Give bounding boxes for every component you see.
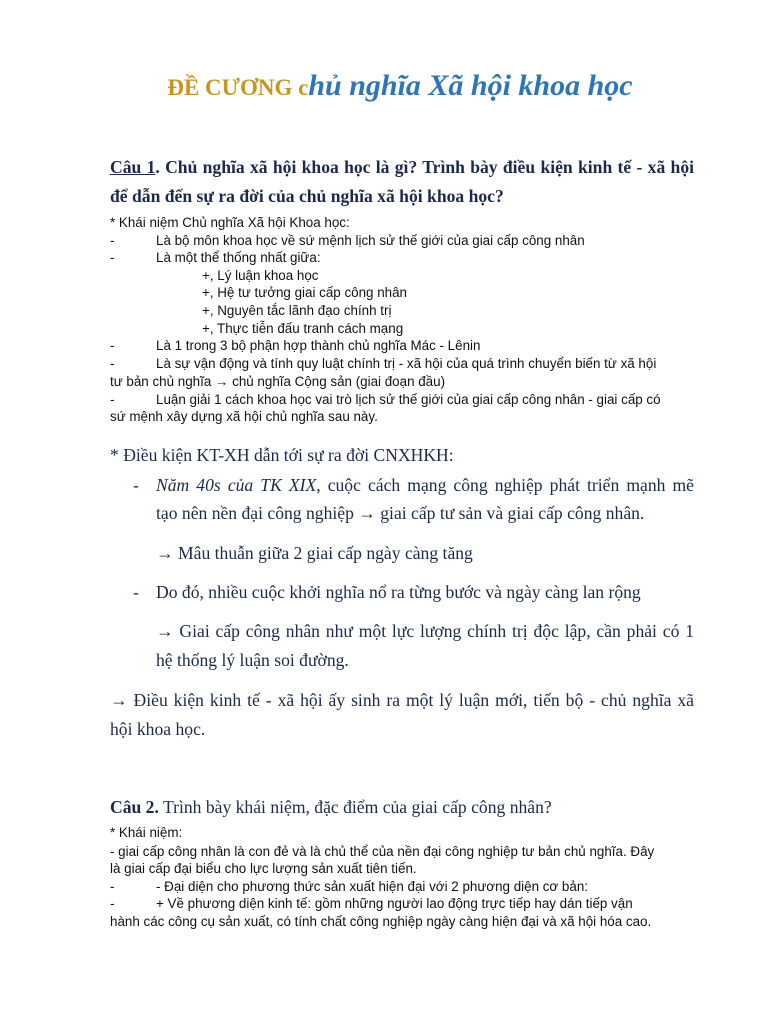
condition-b-line-3: hệ thống lý luận soi đường. [156,650,349,670]
bullet-dash: - [110,250,115,265]
list-item: Là bộ môn khoa học về sứ mệnh lịch sử thế giới của giai cấp công nhân [156,233,585,248]
conclusion-line-1: → Điều kiện kinh tế - xã hội ấy sinh ra một lý luận mới, tiến bộ - chủ nghĩa xã [110,690,694,710]
condition-b-line-1: Do đó, nhiều cuộc khởi nghĩa nổ ra từng bước và ngày càng lan rộng [156,582,641,602]
condition-a-line-1 [156,473,694,497]
list-item: Là một thể thống nhất giữa: [156,250,321,265]
conditions-heading: * Điều kiện KT-XH dẫn tới sự ra đời CNXHKH: [110,445,454,465]
question-1-text: . Chủ nghĩa xã hội khoa học là gì? Trình bày điều kiện kinh tế - xã hội [155,157,695,177]
bullet-dash: - [110,896,115,911]
condition-b-line-2: → Giai cấp công nhân như một lực lượng chính trị độc lập, cần phải có 1 [156,621,694,641]
sub-item: +, Nguyên tắc lãnh đạo chính trị [202,303,392,318]
bullet-dash: - [110,338,115,353]
title-prefix: ĐỀ CƯƠNG c [167,75,309,100]
bullet-dash: - [110,356,115,371]
list-item: + Về phương diện kinh tế: gồm những người lao động trực tiếp hay dán tiếp vận [156,896,633,911]
bullet-dash: - [110,392,115,407]
list-item: - Đại diện cho phương thức sản xuất hiện đại với 2 phương diện cơ bản: [156,879,588,894]
bullet-dash: - [110,233,115,248]
document-title [0,66,768,111]
bullet-dash: - [110,879,115,894]
list-item: Là sự vận động và tính quy luật chính trị - xã hội của quá trình chuyển biến từ xã hội [156,356,657,371]
list-item-continued: sứ mệnh xây dựng xã hội chủ nghĩa sau này. [110,409,378,424]
paragraph-line: là giai cấp đại biểu cho lực lượng sản xuất tiên tiến. [110,861,417,876]
question-1-label: Câu 1 [110,157,156,177]
text: , cuộc cách mạng công nghiệp phát triển mạnh mẽ [316,475,694,495]
concept-heading: * Khái niệm Chủ nghĩa Xã hội Khoa học: [110,215,350,230]
bullet-dash: - [133,475,139,495]
list-item-continued: tư bản chủ nghĩa → chủ nghĩa Cộng sản (giai đoạn đầu) [110,374,446,389]
question-1-line-1 [110,155,694,179]
sub-item: +, Lý luận khoa học [202,268,319,283]
conclusion-line-2: hội khoa học. [110,719,206,739]
list-item-continued: hành các công cụ sản xuất, có tính chất công nghiệp ngày càng hiện đại và xã hội hóa cao. [110,914,652,929]
paragraph-line: - giai cấp công nhân là con đẻ và là chủ thể của nền đại công nghiệp tư bản chủ nghĩa. Đây [110,844,655,859]
sub-item: +, Hệ tư tưởng giai cấp công nhân [202,285,408,300]
list-item: Là 1 trong 3 bộ phận hợp thành chủ nghĩa Mác - Lênin [156,338,481,353]
title-main: hủ nghĩa Xã hội khoa học [308,69,633,102]
italic-phrase: Năm 40s của TK XIX [156,475,317,495]
condition-a-line-2: tạo nên nền đại công nghiệp → giai cấp tư sản và giai cấp công nhân. [156,503,645,523]
sub-item: +, Thực tiễn đấu tranh cách mạng [202,321,404,336]
question-2-label: Câu 2. [110,797,159,817]
condition-a-result: → Mâu thuẫn giữa 2 giai cấp ngày càng tăng [156,543,473,563]
question-2 [110,795,552,819]
question-2-text: Trình bày khái niệm, đặc điểm của giai cấp công nhân? [158,797,552,817]
list-item: Luận giải 1 cách khoa học vai trò lịch sử thế giới của giai cấp công nhân - giai cấp có [156,392,661,407]
question-1-line-2: để dẫn đến sự ra đời của chủ nghĩa xã hội khoa học? [110,186,504,206]
bullet-dash: - [133,582,139,602]
concept-2-heading: * Khái niệm: [110,825,183,840]
